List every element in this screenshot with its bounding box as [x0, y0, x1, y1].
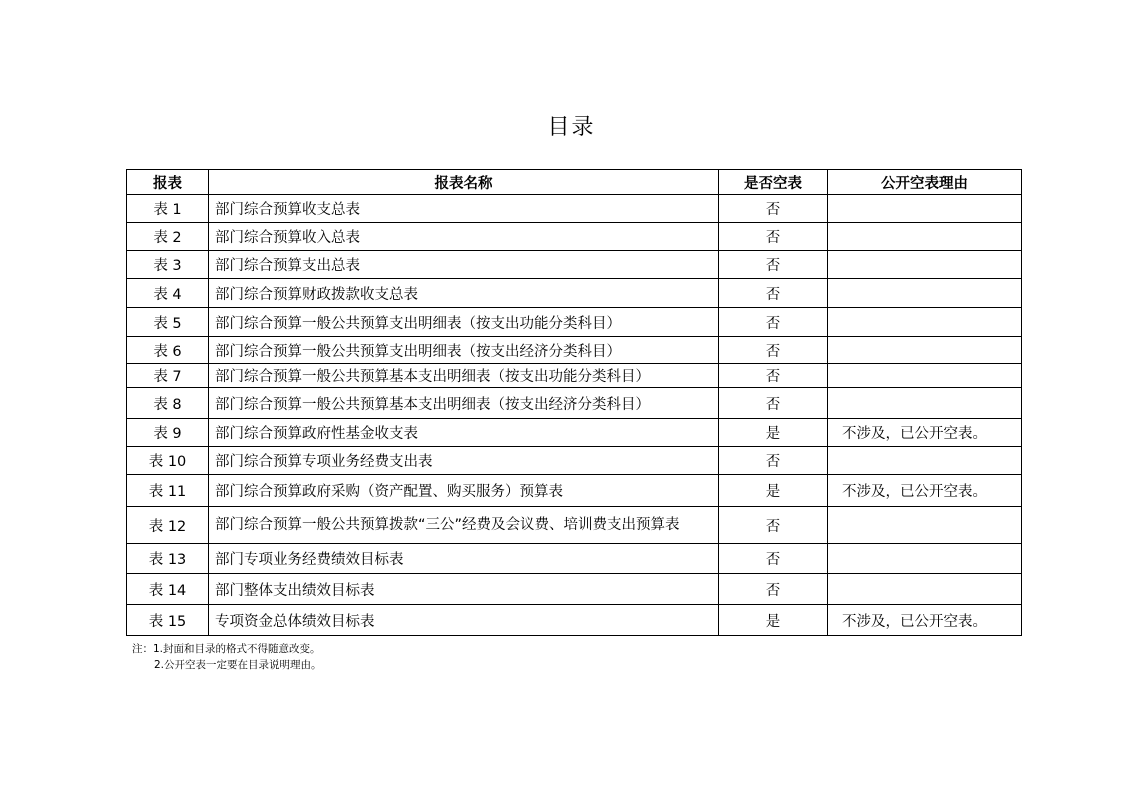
empty-reason [828, 364, 1022, 388]
table-row [127, 364, 1022, 388]
report-no: 表 10 [127, 447, 209, 475]
is-empty: 否 [719, 507, 828, 544]
empty-reason [828, 308, 1022, 337]
empty-reason [828, 337, 1022, 364]
empty-reason [828, 195, 1022, 223]
report-no: 表 14 [127, 574, 209, 605]
report-name: 部门综合预算一般公共预算支出明细表（按支出功能分类科目） [209, 308, 719, 337]
report-no: 表 9 [127, 419, 209, 447]
is-empty: 否 [719, 308, 828, 337]
report-name: 部门综合预算一般公共预算基本支出明细表（按支出经济分类科目） [209, 388, 719, 419]
is-empty: 否 [719, 195, 828, 223]
report-name: 部门综合预算政府性基金收支表 [209, 419, 719, 447]
is-empty: 否 [719, 223, 828, 251]
report-name: 专项资金总体绩效目标表 [209, 605, 719, 636]
table-row [127, 251, 1022, 279]
header-empty-reason: 公开空表理由 [828, 170, 1022, 195]
is-empty: 否 [719, 364, 828, 388]
report-name: 部门综合预算财政拨款收支总表 [209, 279, 719, 308]
table-row [127, 507, 1022, 544]
table-row [127, 605, 1022, 636]
is-empty: 是 [719, 475, 828, 507]
is-empty: 否 [719, 574, 828, 605]
report-name: 部门综合预算政府采购（资产配置、购买服务）预算表 [209, 475, 719, 507]
empty-reason [828, 279, 1022, 308]
is-empty: 否 [719, 251, 828, 279]
table-row [127, 337, 1022, 364]
report-no: 表 8 [127, 388, 209, 419]
table-row [127, 574, 1022, 605]
is-empty: 否 [719, 337, 828, 364]
report-no: 表 2 [127, 223, 209, 251]
table-row [127, 544, 1022, 574]
report-name: 部门综合预算一般公共预算拨款“三公”经费及会议费、培训费支出预算表 [209, 507, 719, 544]
report-name: 部门整体支出绩效目标表 [209, 574, 719, 605]
is-empty: 否 [719, 544, 828, 574]
report-no: 表 7 [127, 364, 209, 388]
is-empty: 否 [719, 279, 828, 308]
table-row [127, 419, 1022, 447]
header-report-no: 报表 [127, 170, 209, 195]
empty-reason: 不涉及，已公开空表。 [828, 475, 1022, 507]
report-name: 部门综合预算一般公共预算支出明细表（按支出经济分类科目） [209, 337, 719, 364]
report-no: 表 4 [127, 279, 209, 308]
report-name: 部门综合预算支出总表 [209, 251, 719, 279]
report-name: 部门综合预算专项业务经费支出表 [209, 447, 719, 475]
header-is-empty: 是否空表 [719, 170, 828, 195]
table-row [127, 447, 1022, 475]
header-report-name: 报表名称 [209, 170, 719, 195]
report-no: 表 12 [127, 507, 209, 544]
report-no: 表 13 [127, 544, 209, 574]
is-empty: 是 [719, 419, 828, 447]
table-header-row [127, 170, 1022, 195]
page-title: 目录 [547, 115, 596, 140]
footnote-line-2: 2.公开空表一定要在目录说明理由。 [154, 659, 322, 671]
empty-reason [828, 447, 1022, 475]
table-row [127, 279, 1022, 308]
report-name: 部门综合预算一般公共预算基本支出明细表（按支出功能分类科目） [209, 364, 719, 388]
report-no: 表 6 [127, 337, 209, 364]
table-row [127, 475, 1022, 507]
report-name: 部门综合预算收入总表 [209, 223, 719, 251]
empty-reason [828, 388, 1022, 419]
is-empty: 否 [719, 388, 828, 419]
report-no: 表 5 [127, 308, 209, 337]
empty-reason: 不涉及，已公开空表。 [828, 419, 1022, 447]
report-no: 表 11 [127, 475, 209, 507]
table-row [127, 388, 1022, 419]
empty-reason [828, 574, 1022, 605]
report-name: 部门综合预算收支总表 [209, 195, 719, 223]
table-row [127, 308, 1022, 337]
catalog-table [126, 169, 1022, 636]
report-no: 表 15 [127, 605, 209, 636]
empty-reason [828, 507, 1022, 544]
empty-reason [828, 223, 1022, 251]
is-empty: 是 [719, 605, 828, 636]
empty-reason [828, 544, 1022, 574]
footnotes [132, 641, 322, 673]
empty-reason: 不涉及，已公开空表。 [828, 605, 1022, 636]
footnote-line-1: 注：1.封面和目录的格式不得随意改变。 [132, 643, 321, 655]
report-no: 表 3 [127, 251, 209, 279]
report-name: 部门专项业务经费绩效目标表 [209, 544, 719, 574]
is-empty: 否 [719, 447, 828, 475]
empty-reason [828, 251, 1022, 279]
report-no: 表 1 [127, 195, 209, 223]
table-row [127, 195, 1022, 223]
table-row [127, 223, 1022, 251]
